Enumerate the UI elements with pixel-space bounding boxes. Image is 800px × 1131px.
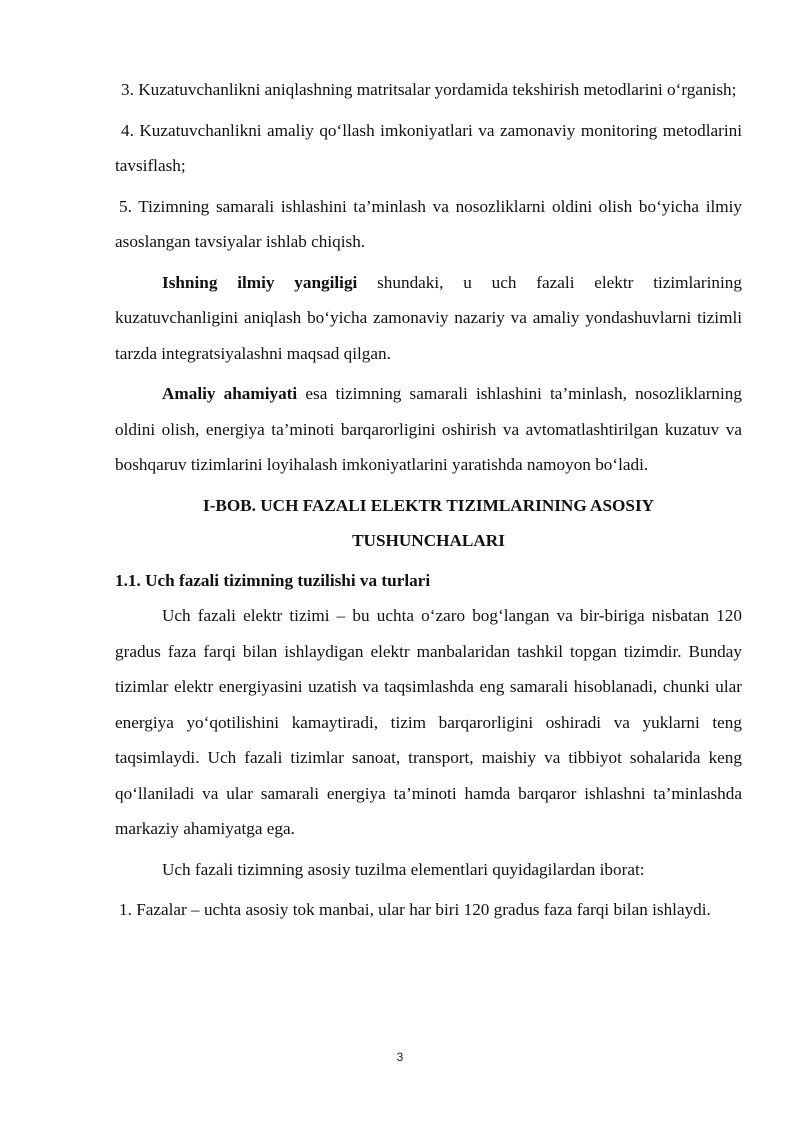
novelty-text: shundaki, u uch fazali elektr tizimlarining kuzatuvchanligini aniqlash bo‘yicha zamonaviy nazariy va amaliy yondashuvlarni tizimli tarzda integratsiyalashni maqsad qilgan.: [115, 272, 742, 363]
page-number: 3: [396, 1050, 404, 1064]
section-title: 1.1. Uch fazali tizimning tuzilishi va turlari: [115, 570, 431, 590]
list-item-5: 5. Tizimning samarali ishlashini ta’minlash va nosozliklarni oldini olish bo‘yicha ilmiy asoslangan tavsiyalar ishlab chiqish.: [115, 196, 742, 251]
body-paragraph-intro: Uch fazali tizimning asosiy tuzilma elementlari quyidagilardan iborat:: [162, 859, 645, 879]
chapter-title: I-BOB. UCH FAZALI ELEKTR TIZIMLARINING ASOSIY TUSHUNCHALARI: [202, 495, 655, 550]
list-item-4: 4. Kuzatuvchanlikni amaliy qo‘llash imkoniyatlari va zamonaviy monitoring metodlarini tavsiflash;: [115, 120, 742, 175]
body-paragraph: Uch fazali elektr tizimi – bu uchta o‘zaro bog‘langan va bir-biriga nisbatan 120 gradus faza farqi bilan ishlaydigan elektr manbalaridan tashkil topgan tizimdir. Bunday tizimlar elektr energiyasini uzatish va taqsimlashda eng samarali hisoblanadi, chunki ular energiya yo‘qotilishini kamaytiradi, tizim barqarorligini oshiradi va yuklarni teng taqsimlaydi. Uch fazali tizimlar sanoat, transport, maishiy va tibbiyot sohalarida keng qo‘llaniladi va ular samarali energiya ta’minoti hamda barqaror ishlashni ta’minlashda markaziy ahamiyatga ega.: [115, 606, 742, 838]
novelty-paragraph: [115, 265, 742, 372]
practical-paragraph: [115, 376, 742, 483]
list-item-3: 3. Kuzatuvchanlikni aniqlashning matritsalar yordamida tekshirish metodlarini o‘rganish;: [121, 80, 737, 99]
page-content: [115, 72, 742, 933]
practical-text: esa tizimning samarali ishlashini ta’minlash, nosozliklarning oldini olish, energiya ta’minoti barqarorligini oshirish va avtomatlashtirilgan kuzatuv va boshqaruv tizimlarini loyihalash imkoniyatlarini yaratishda namoyon bo‘ladi.: [115, 384, 742, 474]
novelty-lead: Ishning ilmiy yangiligi: [162, 272, 358, 292]
practical-lead: Amaliy ahamiyati: [162, 384, 298, 403]
list-item-1: 1. Fazalar – uchta asosiy tok manbai, ular har biri 120 gradus faza farqi bilan ishlaydi.: [119, 900, 711, 919]
